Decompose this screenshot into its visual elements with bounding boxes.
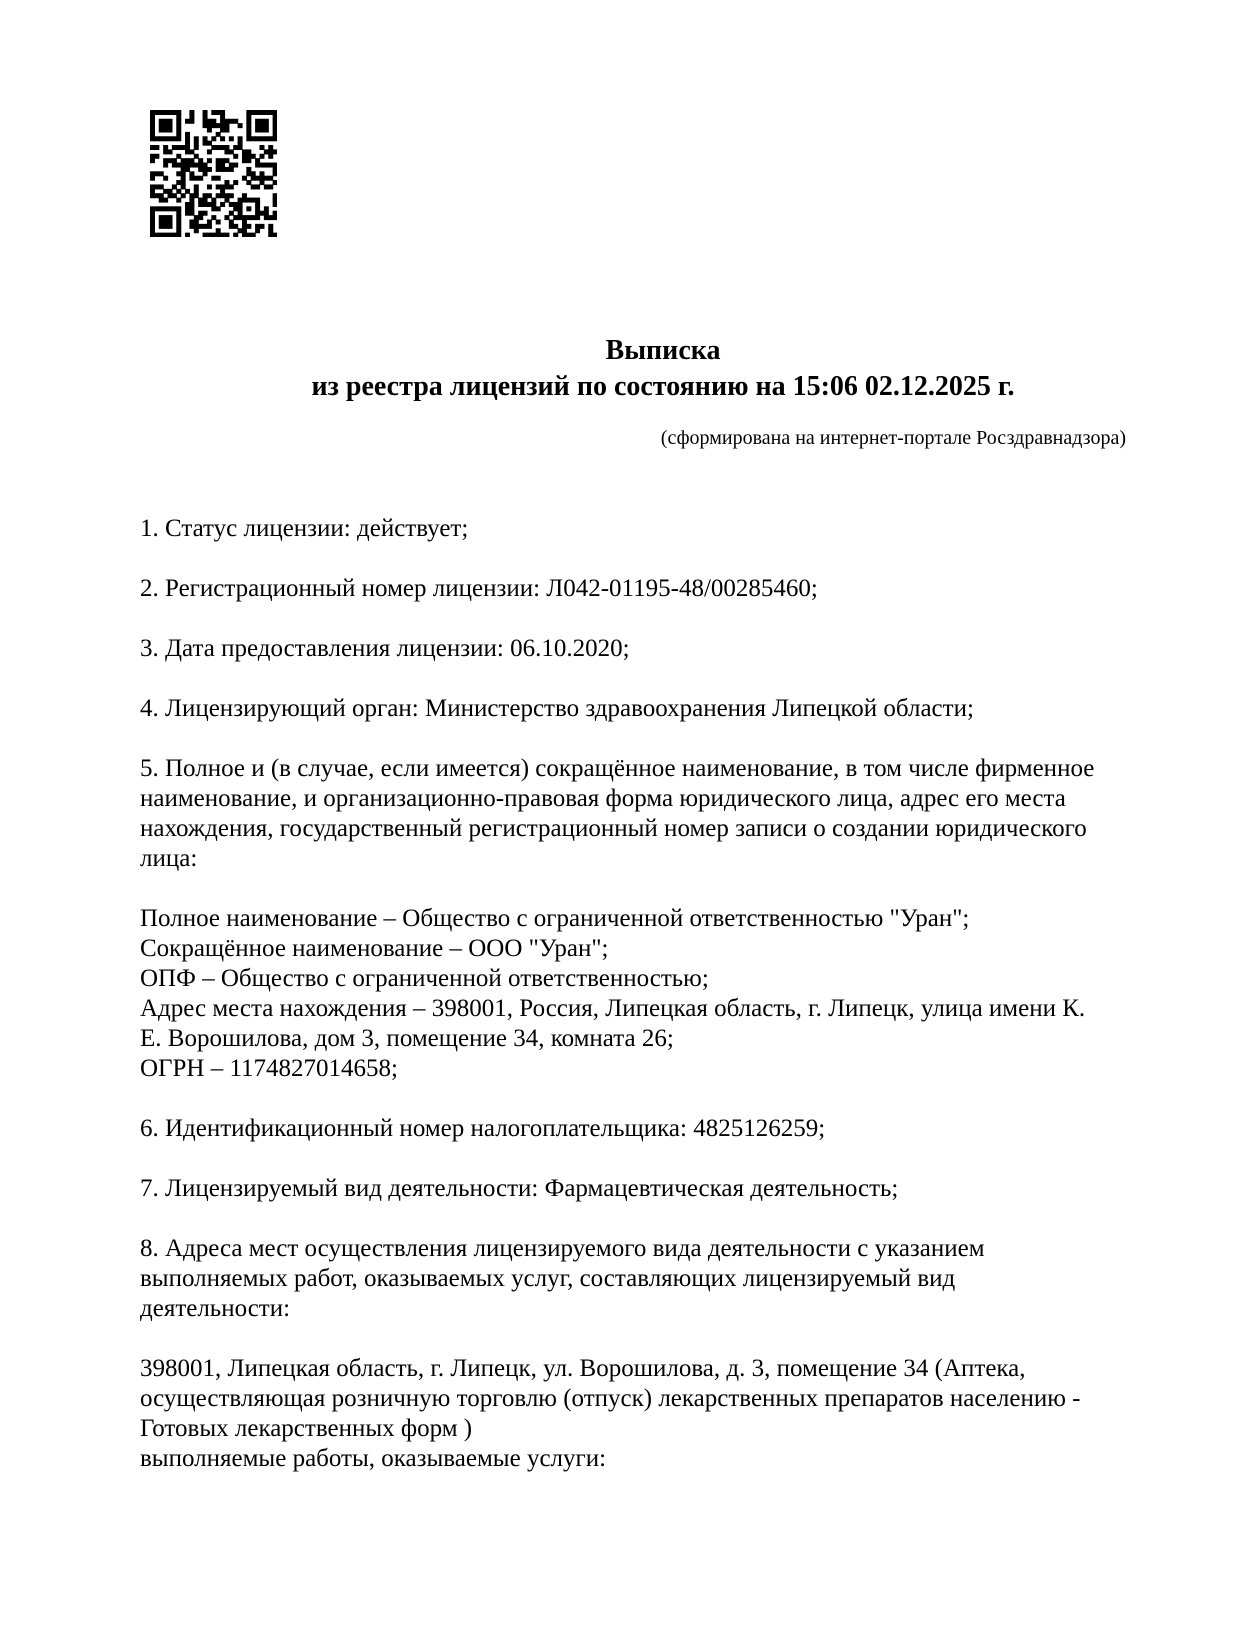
text-line: 2. Регистрационный номер лицензии: Л042-01195-48/00285460; (140, 575, 818, 602)
paragraph (140, 754, 1107, 874)
text-line: Полное наименование – Общество с ограниченной ответственностью "Уран"; (140, 905, 970, 932)
text-line: Адрес места нахождения – 398001, Россия, Липецкая область, г. Липецк, улица имени К. Е. Ворошилова, дом 3, помещение 34, комната 26; (140, 995, 1086, 1052)
text-line: 3. Дата предоставления лицензии: 06.10.2020; (140, 635, 630, 662)
paragraph (140, 1354, 1107, 1474)
text-line: ОГРН – 1174827014658; (140, 1055, 398, 1082)
paragraph (140, 1174, 1107, 1204)
paragraph (140, 1234, 1107, 1324)
paragraph (140, 904, 1107, 1084)
text-line: выполняемые работы, оказываемые услуги: (140, 1445, 607, 1472)
text-line: 5. Полное и (в случае, если имеется) сокращённое наименование, в том числе фирменное наименование, и организационно-правовая форма юридического лица, адрес его места нахождения, государственный регистрационный номер записи о создании юридического лица: (140, 755, 1095, 872)
paragraph (140, 634, 1107, 664)
document-body (140, 514, 1107, 1474)
paragraph (140, 574, 1107, 604)
text-line: 398001, Липецкая область, г. Липецк, ул. Ворошилова, д. 3, помещение 34 (Аптека, осуществляющая розничную торговлю (отпуск) лекарственных препаратов населению - Готовых лекарственных форм ) (140, 1355, 1081, 1442)
text-line: ОПФ – Общество с ограниченной ответственностью; (140, 965, 709, 992)
document-title (0, 333, 1240, 405)
text-line: 8. Адреса мест осуществления лицензируемого вида деятельности с указанием выполняемых работ, оказываемых услуг, составляющих лицензируемый вид деятельности: (140, 1235, 985, 1322)
text-line: 6. Идентификационный номер налогоплательщика: 4825126259; (140, 1115, 826, 1142)
text-line: 4. Лицензирующий орган: Министерство здравоохранения Липецкой области; (140, 695, 974, 722)
document-title-line2: из реестра лицензий по состоянию на 15:06 02.12.2025 г. (311, 371, 1015, 402)
paragraph (140, 694, 1107, 724)
text-line: Сокращённое наименование – ООО "Уран"; (140, 935, 609, 962)
text-line: 1. Статус лицензии: действует; (140, 515, 469, 542)
document-title-line1: Выписка (605, 335, 721, 366)
qr-code-icon (150, 110, 277, 237)
paragraph (140, 1114, 1107, 1144)
text-line: 7. Лицензируемый вид деятельности: Фармацевтическая деятельность; (140, 1175, 899, 1202)
document-subtitle: (сформирована на интернет-портале Росздравнадзора) (660, 427, 1126, 449)
paragraph (140, 514, 1107, 544)
